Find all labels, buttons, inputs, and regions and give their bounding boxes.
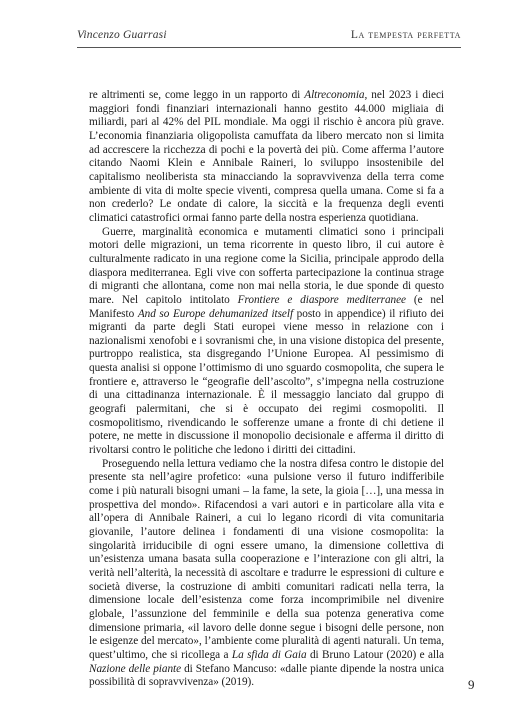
body-text: [89, 89, 444, 690]
text-run: , nel 2023 i dieci maggiori fondi finanziari internazionali hanno gestito 44.000 migliaia di miliardi, pari al 42% del PIL mondiale. Ma oggi il rischio è ancora più grave. L’economia finanziaria oligopolista camuffata da libero mercato non si limita ad accrescere la ricchezza di pochi e la povertà dei più. Come afferma l’autore citando Naomi Klein e Annibale Raineri, lo sviluppo insostenibile del capitalismo neoliberista sta minacciando la sopravvivenza della terra come ambiente di vita di molte specie viventi, compresa quella umana. Come si fa a non crederlo? Le ondate di calore, la siccità e la frequenza degli eventi climatici catastrofici ormai fanno parte della nostra esperienza quotidiana.: [89, 89, 444, 224]
running-header: [77, 29, 461, 45]
paragraph: [89, 226, 444, 458]
text-run: di Bruno Latour (2020) e alla: [306, 648, 444, 661]
text-run: Guerre, marginalità economica e mutamenti climatici sono i principali motori delle migrazioni, un tema ricorrente in questo libro, il cui autore è culturalmente radicato in una regione come la Sicilia, principale approdo della diaspora mediterranea. Egli vive con sofferta partecipazione la continua strage di migranti che allontana, come non mai nella storia, le due sponde di questo mare. Nel capitolo intitolato: [89, 225, 444, 306]
text-run: (e nel Manifesto: [89, 293, 444, 320]
paragraph: [89, 458, 444, 690]
page-number: 9: [468, 677, 475, 692]
running-header-author: Vincenzo Guarrasi: [77, 29, 167, 41]
text-run: Proseguendo nella lettura vediamo che la nostra difesa contro le distopie del presente sta nell’agire profetico: «una pulsione verso il futuro indifferibile come i più naturali bisogni umani – la fame, la sete, la gioia […], una messa in prospettiva del mondo». Rifacendosi a vari autori e in particolare alla vita e all’opera di Annibale Raineri, a cui lo legano ricordi di vita comunitaria giovanile, l’autore delinea i fondamenti di una visione cosmopolita: la singolarità irriducibile di ogni essere umano, la dimensione collettiva di un’esistenza umana basata sulla cooperazione e l’interazione con gli altri, la verità nell’alterità, la necessità di ascoltare e tradurre le espressioni di culture e società diverse, la costruzione di ambiti comunitari radicati nella terra, la dimensione locale dell’esistenza come forza incomprimibile nel divenire globale, l’assunzione del femminile e della sua potenza generativa come dimensione primaria, «il lavoro delle donne segue i bisogni delle persone, non le esigenze del mercato», l’ambiente come pluralità di agenti naturali. Un tema, quest’ultimo, che si ricollega a: [89, 457, 444, 661]
text-run: posto in appendice) il rifiuto dei migranti da parte degli Stati europei viene messo in relazione con i nazionalismi xenofobi e i sovranismi che, in una visione distopica del presente, purtroppo realistica, sta disgregando l’Unione Europea. Al pessimismo di questa analisi si oppone l’ottimismo di uno sguardo cosmopolita, che supera le frontiere e, attraverso le “geografie dell’ascolto”, s’impegna nella costruzione di una cittadinanza internazionale. È il messaggio lanciato dal gruppo di geografi palermitani, che si è occupato dei regimi cosmopoliti. Il cosmopolitismo, rivendicando le sofferenze umane a fronte di chi detiene il potere, ne mette in discussione il monopolio decisionale e afferma il diritto di rivoltarsi contro le politiche che ledono i diritti dei cittadini.: [89, 307, 444, 457]
header-divider: [77, 47, 461, 48]
italic-title: And so Europe dehumanized itself: [137, 307, 294, 320]
italic-title: Frontiere e diaspore mediterranee: [237, 293, 406, 306]
italic-title: La sfida di Gaia: [231, 648, 307, 661]
italic-title: Altreconomia: [304, 89, 365, 101]
paragraph: [89, 89, 444, 226]
italic-title: Nazione delle piante: [89, 662, 182, 675]
text-run: di Stefano Mancuso: «dalle piante dipende la nostra unica possibilità di sopravvivenza» (2019).: [89, 662, 444, 689]
running-header-title: La tempesta perfetta: [350, 29, 461, 41]
text-run: re altrimenti se, come leggo in un rapporto di: [89, 89, 305, 101]
